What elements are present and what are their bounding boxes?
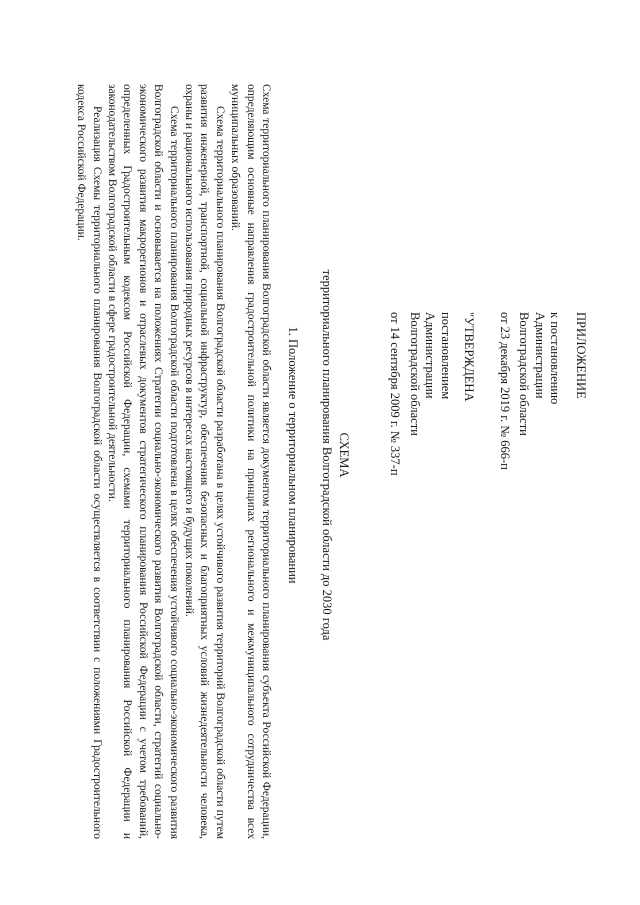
- section-title: 1. Положение о территориальном планировании: [286, 326, 300, 584]
- approved-block: [387, 312, 477, 582]
- paragraph: Схема территориального планирования Волгоградской области разработана в целях устойчивого развития территорий Волгоградской области путем развития инженерной, транспортной, социальной инфраструктур, обеспечения безопасных и благоприятных условий жизнедеятельности человека, охраны и рационального использования природных ресурсов в интересах настоящего и будущих поколений.: [182, 84, 226, 839]
- approved-line: Администрации: [423, 312, 438, 399]
- approved-date-line: от 14 сентября 2009 г. № 337-п: [388, 312, 403, 476]
- document-body: [73, 84, 273, 839]
- paragraph: Схема территориального планирования Волгоградской области является документом территориального планирования субъекта Российской Федерации, определяющим основные направления градостроительной политики на принципах регионального и межмуниципального сотрудничества всех муниципальных образований.: [229, 84, 272, 839]
- document-title: СХЕМА: [337, 432, 351, 478]
- approval-block: [387, 312, 588, 582]
- paragraph: Реализация Схемы территориального планирования Волгоградской области осуществляется в соответствии с положениями Градостроительного кодекса Российской Федерации.: [75, 84, 103, 839]
- appendix-heading: ПРИЛОЖЕНИЕ: [574, 312, 588, 399]
- approval-line: Волгоградской области: [517, 312, 532, 436]
- approved-line: Волгоградской области: [408, 312, 422, 436]
- approval-date-line: от 23 декабря 2019 г. № 666-п: [498, 312, 512, 470]
- approval-line: Администрации: [533, 312, 547, 399]
- approved-heading: "УТВЕРЖДЕНА: [462, 312, 477, 402]
- document-subtitle: территориального планирования Волгоградской области до 2030 года: [320, 269, 334, 641]
- document-title-block: [318, 60, 352, 850]
- approved-line: постановлением: [439, 312, 453, 400]
- approval-line: к постановлению: [548, 312, 563, 405]
- paragraph: Схема территориального планирования Волгоградской области подготовлена в целях обеспечения устойчивого социально-экономического развития Волгоградской области и основывается на положениях Стратегии социально-экономического развития Волгоградской области, стратегий социально-экономического развития макрорегионов и отраслевых документов стратегического планирования Российской Федерации с учетом требований, определенных Градостроительным кодексом Российской Федерации, схемами территориального планирования Российской Федерации и законодательством Волгоградской области в сфере градостроительной деятельности.: [105, 84, 180, 839]
